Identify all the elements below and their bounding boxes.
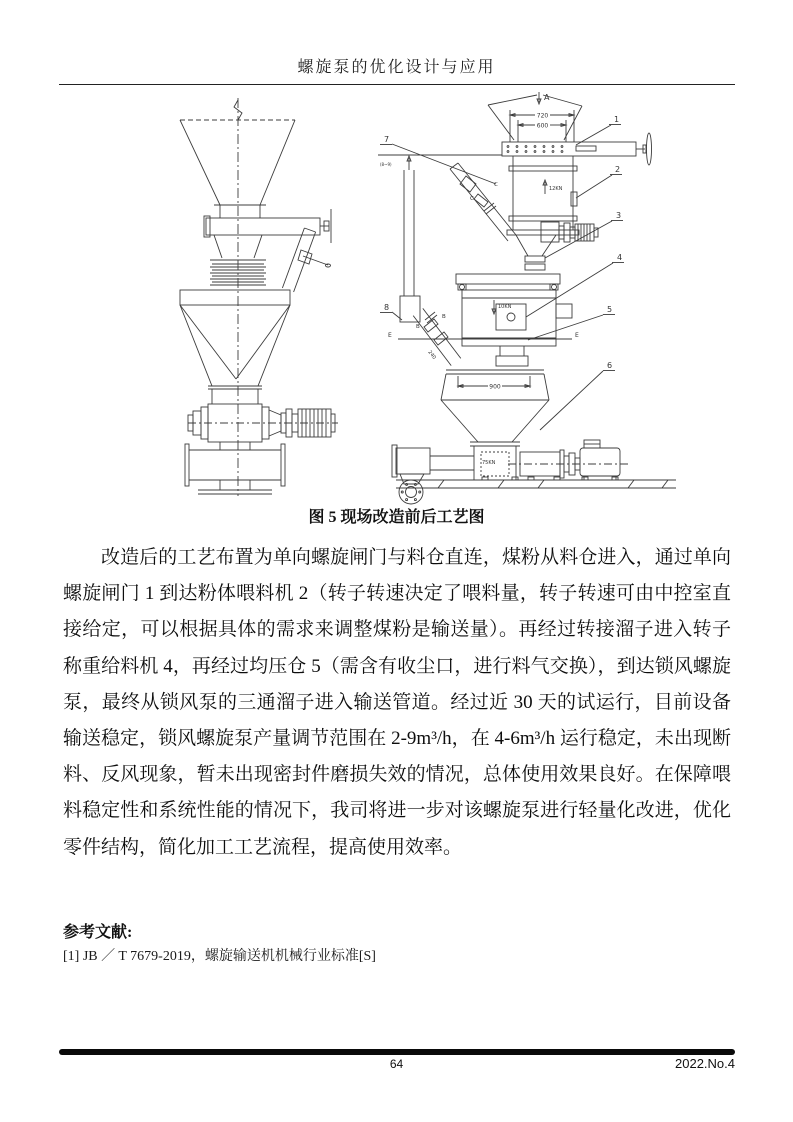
- figure-caption: 图 5 现场改造前后工艺图: [308, 509, 485, 526]
- callout-8-label: 8: [384, 303, 390, 312]
- section-b-label-1: B: [442, 314, 446, 320]
- callout-2: [571, 165, 622, 206]
- side-drive-motor: [541, 222, 598, 242]
- right-diagram-svg: [378, 90, 678, 505]
- dim-720-label: 720: [536, 112, 549, 120]
- top-hopper: [180, 120, 295, 218]
- page-number: 64: [389, 1057, 404, 1071]
- discharge-elbow: [392, 445, 474, 504]
- pump-inlet-box: [470, 442, 520, 480]
- standpipe-column: [380, 156, 420, 322]
- callout-7-label: 7: [384, 135, 390, 144]
- left-diagram-svg: [168, 98, 353, 500]
- issue-label: 2022.No.4: [675, 1056, 735, 1071]
- view-arrow-a: [488, 92, 582, 106]
- view-a-label: A: [544, 93, 550, 102]
- upper-chute: [450, 163, 516, 241]
- right-process-diagram: [378, 90, 678, 505]
- centerline: [234, 98, 242, 496]
- page-title: 螺旋泵的优化设计与应用: [297, 59, 496, 76]
- screw-gate: [378, 133, 652, 165]
- gate-arm: [204, 209, 331, 243]
- callout-3-label: 3: [616, 211, 622, 220]
- weigh-feeder: [456, 274, 572, 346]
- capacity-note: (8~9): [380, 162, 392, 167]
- load-10kn-label: 10KN: [498, 304, 512, 310]
- equalizing-neck: [496, 346, 528, 366]
- callout-6: [540, 361, 615, 430]
- pump-body: [188, 404, 338, 442]
- callout-6-label: 6: [607, 361, 613, 370]
- lower-hopper: [180, 290, 290, 404]
- section-e-label-1: E: [388, 332, 392, 339]
- dim-240-label: 240: [426, 349, 438, 361]
- section-b-label-2: B: [416, 324, 420, 330]
- base-rails: [396, 477, 676, 488]
- screw-pump-and-motor: [508, 440, 628, 480]
- footer-divider-bar: [59, 1049, 735, 1055]
- callout-7: [380, 135, 496, 184]
- dim-900: [458, 376, 530, 391]
- inlet-funnel: [488, 105, 582, 142]
- callout-4-label: 4: [617, 253, 623, 262]
- surge-hopper: [441, 370, 549, 442]
- bottom-tee-pipe: [185, 442, 285, 494]
- transfer-cone: [516, 235, 556, 270]
- dim-900-label: 900: [489, 383, 501, 391]
- callout-5-label: 5: [607, 305, 613, 314]
- reference-item: [1] JB ／ T 7679-2019，螺旋输送机机械行业标准[S]: [63, 949, 376, 964]
- body-paragraph: 改造后的工艺布置为单向螺旋闸门与料仓直连，煤粉从料仓进入，通过单向螺旋闸门 1 到达粉体喂料机 2（转子转速决定了喂料量，转子转速可由中控室直接给定，可以根据具体的需求来调整煤粉是输送量）。再经过转接溜子进入转子称重给料机 4，再经过均压仓 5（需含有收尘口，进行料气交换），到达锁风螺旋泵，最终从锁风泵的三通溜子进入输送管道。经过近 30 天的试运行，目前设备输送稳定，锁风螺旋泵产量调节范围在 2-9m³/h，在 4-6m³/h 运行稳定，未出现断料、反风现象，暂未出现密封件磨损失效的情况，总体使用效果良好。在保障喂料稳定性和系统性能的情况下，我司将进一步对该螺旋泵进行轻量化改进，优化零件结构，简化加工工艺流程，提高使用效率。: [63, 547, 731, 858]
- section-c-label-2: C: [470, 196, 474, 202]
- load-10kn: [492, 300, 512, 314]
- left-process-diagram: [168, 98, 353, 500]
- callout-1-label: 1: [614, 115, 620, 124]
- load-12kn-label: 12KN: [549, 186, 563, 192]
- section-c-label-1: C: [494, 182, 498, 188]
- callout-2-label: 2: [615, 165, 621, 174]
- dim-720: [510, 113, 574, 120]
- dim-600-label: 600: [536, 122, 549, 130]
- load-12kn: [543, 180, 563, 194]
- references-heading: 参考文献:: [63, 924, 133, 941]
- dim-600: [518, 123, 566, 130]
- valve-branch: [282, 228, 330, 292]
- section-e-label-2: E: [575, 332, 579, 339]
- callout-1: [576, 115, 621, 145]
- load-75kn-label: 75KN: [482, 460, 496, 466]
- header-divider: [59, 84, 735, 85]
- callout-5: [528, 305, 615, 340]
- callout-8: [380, 303, 402, 320]
